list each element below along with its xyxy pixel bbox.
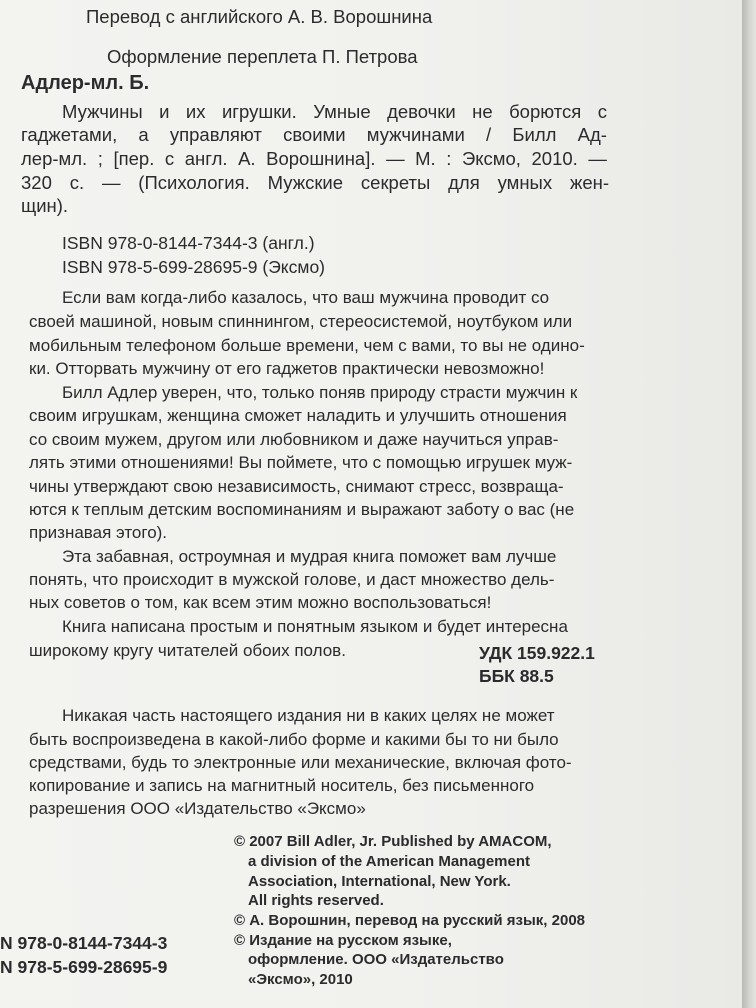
word: /	[486, 124, 492, 145]
page-edge	[742, 0, 756, 1008]
annotation-line-2: своей машиной, новым спиннингом, стереосистемой, ноутбуком или	[29, 312, 573, 331]
word: Эксмо,	[461, 148, 521, 169]
copyright-line-2: a division of the American Management	[248, 853, 531, 870]
copyright-line-1: © 2007 Bill Adler, Jr. Published by AMACOM,	[234, 833, 552, 850]
word: умных	[497, 172, 553, 193]
word: Умные	[313, 101, 371, 122]
copyright-line-8: «Эксмо», 2010	[248, 971, 353, 988]
word: с	[597, 101, 607, 122]
word: гаджетами,	[21, 124, 118, 145]
word: не	[472, 101, 493, 122]
word: Ад-	[577, 124, 607, 145]
rights-line-2: быть воспроизведена в какой-либо форме и какими бы то ни было	[29, 730, 559, 749]
rights-line-4: копирование и запись на магнитный носитель, без письменного	[29, 776, 535, 795]
word: с	[164, 148, 175, 169]
annotation-line-14: ных советов о том, как всем этим можно воспользоваться!	[29, 593, 492, 612]
copyright-line-4: All rights reserved.	[248, 892, 384, 909]
isbn-eksmo: ISBN 978-5-699-28695-9 (Эксмо)	[62, 257, 326, 277]
word: Мужские	[267, 172, 344, 193]
word: —	[101, 172, 121, 193]
copyright-line-3: Association, International, New York.	[248, 873, 511, 890]
udk-code: УДК 159.922.1	[479, 643, 595, 663]
word: игрушки.	[221, 101, 297, 122]
annotation-line-15: Книга написана простым и понятным языком и будет интересна	[62, 617, 568, 636]
word: и	[159, 101, 170, 122]
annotation-line-1: Если вам когда-либо казалось, что ваш мужчина проводит со	[62, 288, 550, 307]
copyright-line-5: © А. Ворошнин, перевод на русский язык, 2008	[234, 912, 586, 929]
isbn-footer-2: N 978-5-699-28695-9	[0, 957, 168, 977]
bibliographic-line-5: щин).	[21, 195, 69, 216]
word: ;	[97, 148, 103, 169]
word: 2010.	[531, 148, 578, 169]
bbk-code: ББК 88.5	[479, 666, 554, 686]
word: секреты	[360, 172, 431, 193]
bibliographic-line-2	[21, 124, 607, 146]
bibliographic-line-1	[62, 101, 607, 123]
annotation-line-3: мобильным телефоном больше времени, чем с вами, то вы не одино-	[29, 336, 585, 355]
word: Билл	[512, 124, 557, 145]
word: (Психология.	[138, 172, 250, 193]
word: их	[185, 101, 206, 122]
isbn-footer-1: N 978-0-8144-7344-3	[0, 933, 168, 953]
annotation-line-4: ки. Отторвать мужчину от его гаджетов практически невозможно!	[29, 359, 545, 378]
word: жен-	[569, 172, 609, 193]
annotation-line-13: понять, что происходит в мужской голове, и даст множество дель-	[29, 570, 555, 589]
annotation-line-11: признавая этого).	[29, 523, 168, 542]
word: лер-мл.	[21, 148, 88, 169]
annotation-line-9: чины утверждают свою независимость, снимают стресс, возвраща-	[29, 477, 564, 496]
rights-line-1: Никакая часть настоящего издания ни в каких целях не может	[62, 706, 555, 725]
translator-line: Перевод с английского А. В. Ворошнина	[86, 6, 433, 27]
copyright-line-7: оформление. ООО «Издательство	[248, 951, 504, 968]
word: [пер.	[113, 148, 155, 169]
word: М.	[415, 148, 436, 169]
author-heading: Адлер-мл. Б.	[21, 72, 150, 94]
word: —	[386, 148, 405, 169]
word: :	[446, 148, 452, 169]
bibliographic-line-4	[21, 172, 609, 194]
word: Мужчины	[62, 101, 143, 122]
annotation-line-8: лять этими отношениями! Вы поймете, что с помощью игрушек муж-	[29, 453, 573, 472]
isbn-english: ISBN 978-0-8144-7344-3 (англ.)	[62, 233, 315, 253]
annotation-line-5: Билл Адлер уверен, что, только поняв природу страсти мужчин к	[62, 383, 578, 402]
annotation-line-12: Эта забавная, остроумная и мудрая книга поможет вам лучше	[62, 547, 557, 566]
word: а	[138, 124, 149, 145]
annotation-line-10: ются к теплым детским воспоминаниям и выражают заботу о вас (не	[29, 500, 575, 519]
cover-design-line: Оформление переплета П. Петрова	[107, 46, 418, 67]
bibliographic-line-3	[21, 148, 607, 170]
rights-line-3: средствами, будь то электронные или механические, включая фото-	[29, 753, 572, 772]
word: 320	[21, 172, 52, 193]
word: мужчинами	[366, 124, 465, 145]
word: своими	[283, 124, 346, 145]
word: борются	[509, 101, 582, 122]
word: для	[448, 172, 480, 193]
annotation-line-6: своим игрушкам, женщина сможет наладить и улучшить отношения	[29, 406, 567, 425]
word: —	[588, 148, 607, 169]
copyright-line-6: © Издание на русском языке,	[234, 932, 452, 949]
word: управляют	[169, 124, 262, 145]
word: с.	[69, 172, 85, 193]
rights-line-5: разрешения ООО «Издательство «Эксмо»	[29, 799, 366, 818]
annotation-line-16: широкому кругу читателей обоих полов.	[29, 641, 346, 660]
word: англ.	[184, 148, 228, 169]
word: А.	[238, 148, 256, 169]
word: девочки	[387, 101, 456, 122]
word: Ворошнина].	[266, 148, 376, 169]
annotation-line-7: со своим мужем, другом или любовником и даже научиться управ-	[29, 430, 559, 449]
